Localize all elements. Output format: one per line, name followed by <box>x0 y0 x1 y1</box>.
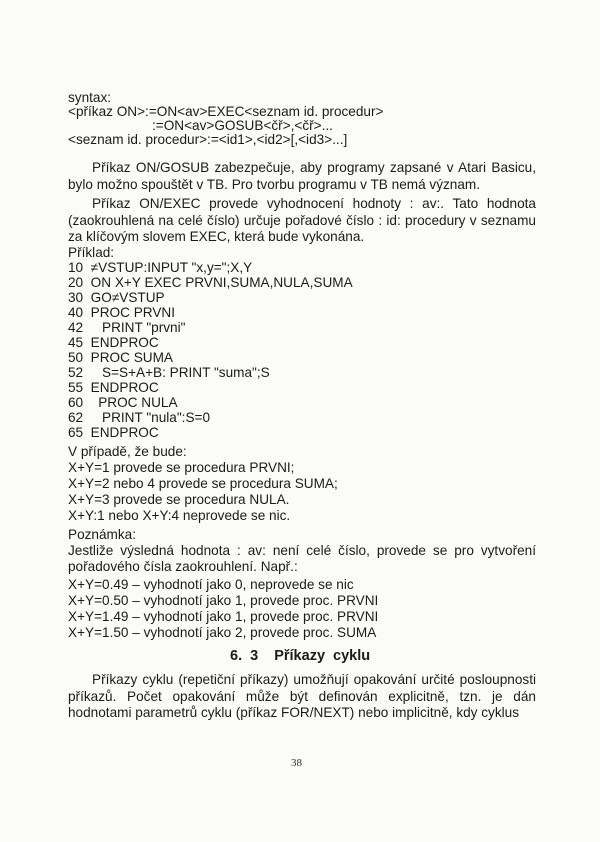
code-line: 50 PROC SUMA <box>68 350 173 365</box>
code-line: 52 S=S+A+B: PRINT "suma";S <box>68 365 270 380</box>
code-line: 60 PROC NULA <box>68 395 178 410</box>
cases-label: V případě, že bude: <box>68 444 187 459</box>
paragraph-text: Příkaz ON/GOSUB zabezpečuje, aby programy zapsané v Atari Basicu, bylo možno spouštět v TB. Pro tvorbu programu v TB nemá význam. <box>68 160 536 192</box>
example-label: Příklad: <box>68 245 115 260</box>
section-number: 6. 3 <box>230 648 259 664</box>
section-paragraph <box>68 672 536 722</box>
note-item: X+Y=0.50 – vyhodnotí jako 1, provede proc. PRVNI <box>68 593 379 608</box>
case-item: X+Y:1 nebo X+Y:4 neprovede se nic. <box>68 508 291 523</box>
case-item: X+Y=3 provede se procedura NULA. <box>68 492 290 507</box>
code-line: 10 ≠VSTUP:INPUT "x,y=";X,Y <box>68 260 253 275</box>
note-text: Jestliže výsledná hodnota : av: není celé číslo, provede se pro vytvoření pořadového čísla zaokrouhlení. Např.: <box>68 543 536 574</box>
section-title: Příkazy cyklu <box>274 648 371 664</box>
section-heading <box>230 648 370 664</box>
paragraph-text: Příkaz ON/EXEC provede vyhodnocení hodnoty : av:. Tato hodnota (zaokrouhlená na celé číslo) určuje pořadové číslo : id: procedury v seznamu za klíčovým slovem EXEC, která bude vykonána. <box>68 196 536 245</box>
case-item: X+Y=2 nebo 4 provede se procedura SUMA; <box>68 476 338 491</box>
paragraph-text: Příkazy cyklu (repetiční příkazy) umožňují opakování určité posloupnosti příkazů. Počet opakování může být definován explicitně, tzn. je dán hodnotami parametrů cyklu (příkaz FOR/NEXT) nebo implicitně, kdy cyklus <box>68 672 536 721</box>
syntax-line-2: :=ON<av>GOSUB<čř>,<čř>... <box>152 118 333 133</box>
syntax-line-1: <příkaz ON>:=ON<av>EXEC<seznam id. procedur> <box>68 104 384 119</box>
code-line: 65 ENDPROC <box>68 425 159 440</box>
code-line: 62 PRINT "nula":S=0 <box>68 410 211 425</box>
code-line: 30 GO≠VSTUP <box>68 290 165 305</box>
page-number: 38 <box>291 757 302 769</box>
syntax-line-3: <seznam id. procedur>:=<id1>,<id2>[,<id3>...] <box>68 132 348 147</box>
case-item: X+Y=1 provede se procedura PRVNI; <box>68 460 295 475</box>
code-line: 20 ON X+Y EXEC PRVNI,SUMA,NULA,SUMA <box>68 275 353 290</box>
code-line: 42 PRINT "prvni" <box>68 320 186 335</box>
paragraph-on-exec <box>68 196 536 246</box>
note-item: X+Y=1.49 – vyhodnotí jako 1, provede proc. PRVNI <box>68 609 379 624</box>
code-line: 45 ENDPROC <box>68 335 159 350</box>
syntax-label: syntax: <box>68 90 112 105</box>
note-item: X+Y=0.49 – vyhodnotí jako 0, neprovede se nic <box>68 577 354 592</box>
code-line: 55 ENDPROC <box>68 380 159 395</box>
code-line: 40 PROC PRVNI <box>68 305 176 320</box>
note-item: X+Y=1.50 – vyhodnotí jako 2, provede proc. SUMA <box>68 625 377 640</box>
note-label: Poznámka: <box>68 527 137 542</box>
paragraph-on-gosub <box>68 160 536 193</box>
